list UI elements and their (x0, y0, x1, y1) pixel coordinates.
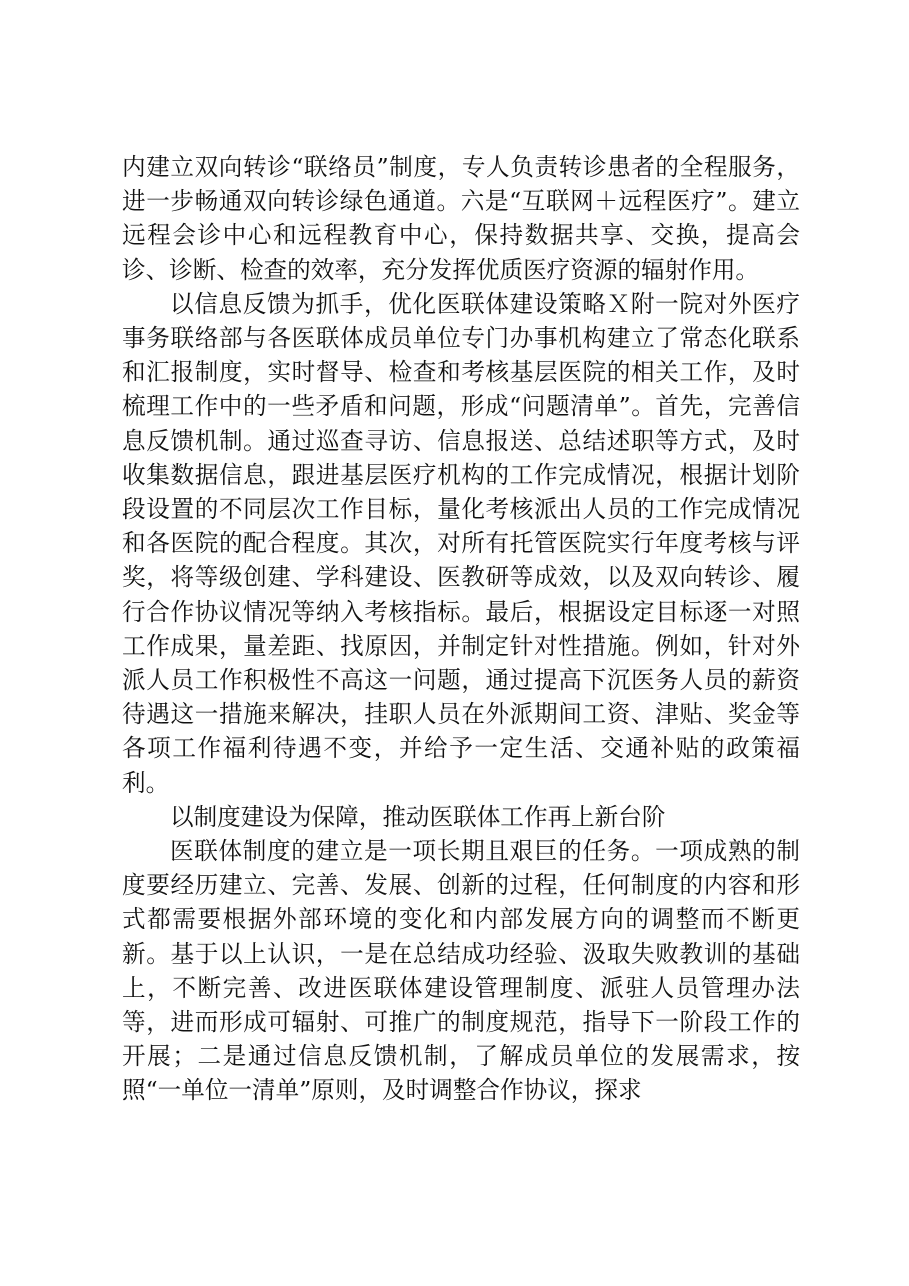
document-page (122, 150, 800, 1108)
section-heading-institutional-building: 以制度建设为保障，推动医联体工作再上新台阶 (170, 802, 666, 831)
paragraph-institutional-building: 医联体制度的建立是一项长期且艰巨的任务。一项成熟的制度要经历建立、完善、发展、创新的过程，任何制度的内容和形式都需要根据外部环境的变化和内部发展方向的调整而不断更新。基于以上认识，一是在总结成功经验、汲取失败教训的基础上，不断完善、改进医联体建设管理制度、派驻人员管理办法等，进而形成可辐射、可推广的制度规范，指导下一阶段工作的开展；二是通过信息反馈机制，了解成员单位的发展需求，按照“一单位一清单”原则，及时调整合作协议，探求 (122, 837, 800, 1105)
paragraph-information-feedback: 以信息反馈为抓手，优化医联体建设策略Ｘ附一院对外医疗事务联络部与各医联体成员单位专门办事机构建立了常态化联系和汇报制度，实时督导、检查和考核基层医院的相关工作，及时梳理工作中的一些矛盾和问题，形成“问题清单”。首先，完善信息反馈机制。通过巡查寻访、信息报送、总结述职等方式，及时收集数据信息，跟进基层医疗机构的工作完成情况，根据计划阶段设置的不同层次工作目标，量化考核派出人员的工作完成情况和各医院的配合程度。其次，对所有托管医院实行年度考核与评奖，将等级创建、学科建设、医教研等成效，以及双向转诊、履行合作协议情况等纳入考核指标。最后，根据设定目标逐一对照工作成果，量差距、找原因，并制定针对性措施。例如，针对外派人员工作积极性不高这一问题，通过提高下沉医务人员的薪资待遇这一措施来解决，挂职人员在外派期间工资、津贴、奖金等各项工作福利待遇不变，并给予一定生活、交通补贴的政策福利。 (122, 289, 800, 797)
paragraph-referral-and-telemedicine: 内建立双向转诊“联络员”制度，专人负责转诊患者的全程服务，进一步畅通双向转诊绿色通道。六是“互联网＋远程医疗”。建立远程会诊中心和远程教育中心，保持数据共享、交换，提高会诊、诊断、检查的效率，充分发挥优质医疗资源的辐射作用。 (122, 153, 800, 284)
